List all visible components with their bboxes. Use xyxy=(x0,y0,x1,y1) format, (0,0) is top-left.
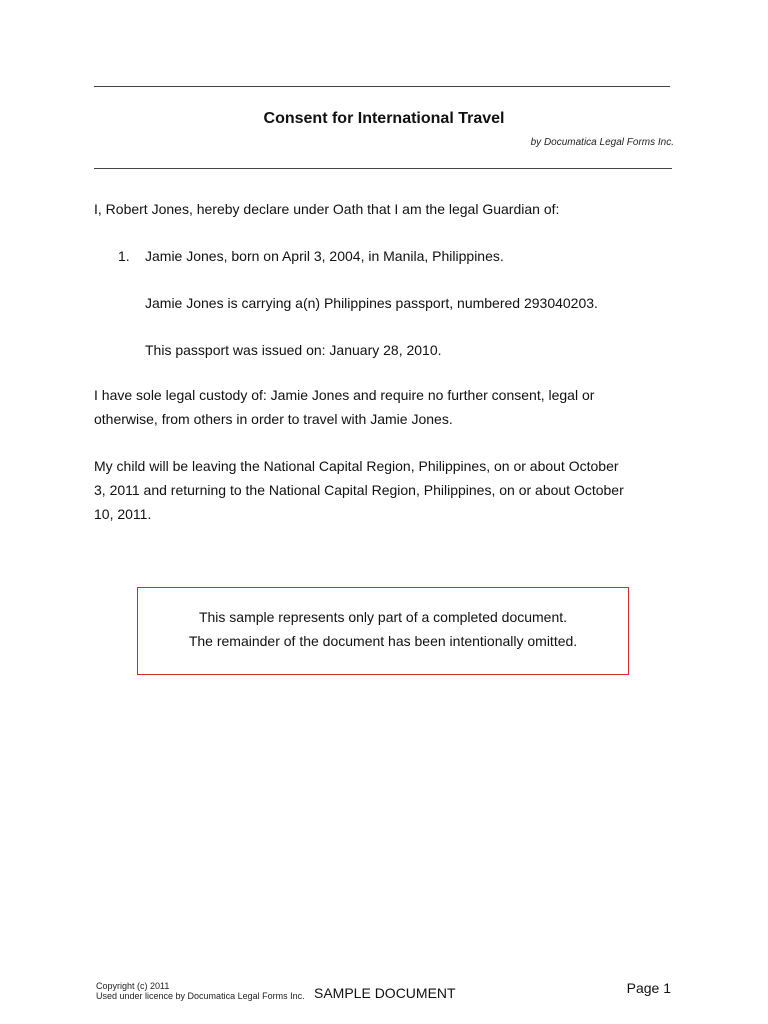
passport-details: Jamie Jones is carrying a(n) Philippines passport, numbered 293040203. xyxy=(145,295,598,311)
document-title: Consent for International Travel xyxy=(263,110,505,127)
page-number: Page 1 xyxy=(626,980,671,996)
travel-line: 10, 2011. xyxy=(94,506,152,522)
top-rule xyxy=(94,86,670,87)
notice-line: This sample represents only part of a completed document. xyxy=(198,609,568,625)
publisher-byline: by Documatica Legal Forms Inc. xyxy=(530,137,674,148)
sample-notice-box xyxy=(137,587,629,675)
list-item-number: 1. xyxy=(118,248,130,264)
footer-copyright xyxy=(96,981,305,1001)
travel-line: 3, 2011 and returning to the National Capital Region, Philippines, on or about October xyxy=(94,482,624,498)
child-details: Jamie Jones, born on April 3, 2004, in Manila, Philippines. xyxy=(145,248,504,264)
travel-paragraph xyxy=(94,454,684,526)
notice-line: The remainder of the document has been intentionally omitted. xyxy=(188,633,578,649)
header-rule xyxy=(94,168,672,169)
copyright-text: Copyright (c) 2011 xyxy=(96,981,170,991)
travel-line: My child will be leaving the National Capital Region, Philippines, on or about October xyxy=(94,458,619,474)
custody-line: I have sole legal custody of: Jamie Jones and require no further consent, legal or xyxy=(94,387,595,403)
declaration-paragraph: I, Robert Jones, hereby declare under Oath that I am the legal Guardian of: xyxy=(94,201,560,217)
licence-text: Used under licence by Documatica Legal Forms Inc. xyxy=(96,991,305,1001)
sample-document-label: SAMPLE DOCUMENT xyxy=(314,985,456,1001)
custody-paragraph xyxy=(94,383,684,431)
passport-issue-date: This passport was issued on: January 28, 2010. xyxy=(145,342,442,358)
custody-line: otherwise, from others in order to travel with Jamie Jones. xyxy=(94,411,453,427)
